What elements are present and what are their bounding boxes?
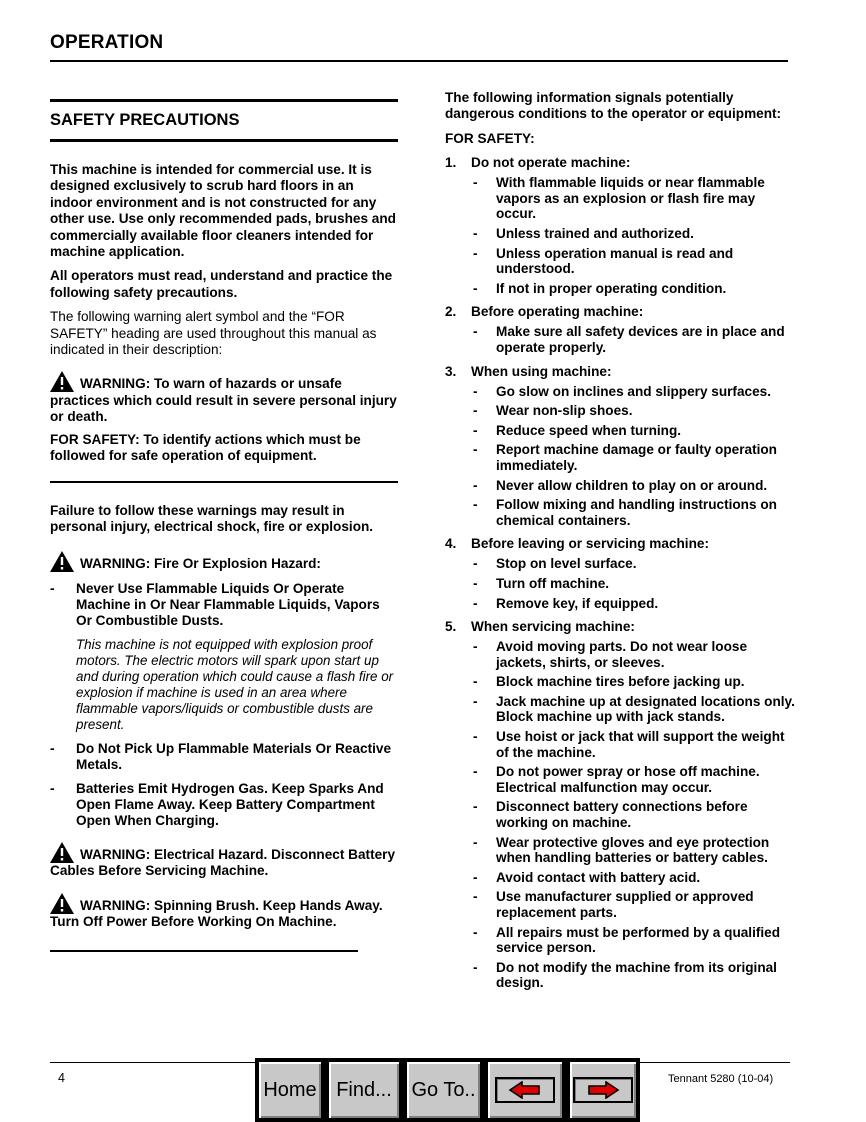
list-item (445, 281, 795, 297)
brush-warning (50, 893, 398, 931)
dash-mark: - (473, 175, 478, 191)
list-item-text: Go slow on inclines and slippery surfaces. (496, 383, 771, 399)
list-item-text: Disconnect battery connections before working on machine. (496, 799, 748, 831)
warning-triangle-icon (50, 893, 74, 914)
symbol-note: The following warning alert symbol and the “FOR SAFETY” heading are used throughout this manual as indicated in their description: (50, 309, 377, 358)
section-heading: Do not operate machine: (471, 155, 631, 171)
safety-sections (445, 155, 795, 991)
section-heading: When servicing machine: (471, 619, 635, 635)
dash-mark: - (473, 383, 478, 399)
dash-mark: - (473, 575, 478, 591)
for-safety-definition: FOR SAFETY: To identify actions which must be followed for safe operation of equipment. (50, 431, 361, 464)
dash-mark: - (473, 245, 478, 261)
list-item-text: Unless operation manual is read and understood. (496, 245, 734, 277)
fire-warning (50, 551, 398, 572)
list-item-text: Never allow children to play on or around. (496, 477, 768, 493)
list-item (445, 403, 795, 419)
numbered-section (445, 619, 795, 635)
fire-item-text: Do Not Pick Up Flammable Materials Or Reactive Metals. (76, 740, 392, 772)
home-button[interactable]: Home (255, 1058, 325, 1122)
electrical-warning-text: WARNING: Electrical Hazard. Disconnect Battery Cables Before Servicing Machine. (50, 846, 396, 879)
list-item (445, 384, 795, 400)
list-item (445, 835, 795, 866)
dash-mark: - (473, 595, 478, 611)
dash-mark: - (473, 324, 478, 340)
dash-mark: - (50, 580, 55, 596)
list-item (445, 674, 795, 690)
list-item (445, 246, 795, 277)
warning-triangle-icon (50, 371, 74, 392)
section-number: 5. (445, 619, 457, 635)
dash-mark: - (473, 639, 478, 655)
list-item-text: Wear protective gloves and eye protection when handling batteries or battery cables. (496, 834, 770, 866)
failure-paragraph: Failure to follow these warnings may result in personal injury, electrical shock, fire or explosion. (50, 502, 374, 534)
list-item (445, 870, 795, 886)
numbered-section (445, 155, 795, 171)
dash-mark: - (473, 497, 478, 513)
for-safety-heading: FOR SAFETY: (445, 130, 535, 146)
list-item-text: Avoid moving parts. Do not wear loose jackets, shirts, or sleeves. (496, 639, 748, 670)
fire-note: This machine is not equipped with explosion proof motors. The electric motors will spark upon start up and during operation which could cause a flash fire or explosion if machine is used in an area where flammable vapors/liquids or combustible dusts are present. (76, 636, 394, 732)
dash-mark: - (473, 799, 478, 815)
warning-triangle-icon (50, 551, 74, 572)
left-column (50, 99, 398, 952)
brush-warning-text: WARNING: Spinning Brush. Keep Hands Away. Turn Off Power Before Working On Machine. (50, 897, 383, 929)
fire-item (50, 581, 398, 629)
next-page-button[interactable] (566, 1058, 640, 1122)
list-item (445, 960, 795, 991)
goto-button[interactable]: Go To.. (403, 1058, 484, 1122)
dash-mark: - (473, 693, 478, 709)
list-item-text: Use hoist or jack that will support the weight of the machine. (496, 729, 785, 760)
list-item-text: Report machine damage or faulty operation immediately. (496, 442, 777, 473)
right-intro: The following information signals potentially dangerous conditions to the operator or equipment: (445, 90, 782, 122)
list-item-text: Reduce speed when turning. (496, 422, 682, 438)
list-item (445, 889, 795, 920)
warning-definition-text: WARNING: To warn of hazards or unsafe practices which could result in severe personal injury or death. (50, 376, 397, 425)
dash-mark: - (473, 959, 478, 975)
fire-item (50, 741, 398, 773)
list-item-text: Block machine tires before jacking up. (496, 674, 745, 690)
list-item (445, 226, 795, 242)
divider (50, 950, 358, 952)
list-item (445, 729, 795, 760)
right-column (445, 90, 795, 991)
dash-mark: - (473, 764, 478, 780)
intro-paragraph: This machine is intended for commercial use. It is designed exclusively to scrub hard floors in an indoor environment and is not constructed for any other use. Use only recommended pads, brushes and commercially available floor cleaners intended for machine application. (50, 162, 396, 260)
dash-mark: - (473, 442, 478, 458)
section-heading: Before operating machine: (471, 304, 644, 320)
dash-mark: - (473, 556, 478, 572)
list-item-text: Do not modify the machine from its original design. (496, 959, 777, 991)
fire-item (50, 781, 398, 829)
divider (50, 481, 398, 483)
list-item (445, 925, 795, 956)
list-item (445, 576, 795, 592)
header-rule (50, 60, 788, 62)
section-heading: Before leaving or servicing machine: (471, 536, 709, 552)
previous-arrow-frame (495, 1077, 555, 1103)
page-title: OPERATION (50, 32, 164, 53)
list-item (445, 442, 795, 473)
list-item-text: Wear non-slip shoes. (496, 403, 633, 419)
section-number: 4. (445, 536, 457, 552)
list-item-text: Turn off machine. (496, 575, 610, 591)
find-button[interactable]: Find... (325, 1058, 403, 1122)
dash-mark: - (473, 924, 478, 940)
list-item-text: Make sure all safety devices are in place and operate properly. (496, 324, 785, 355)
next-arrow-frame (573, 1077, 633, 1103)
list-item (445, 799, 795, 830)
fire-warning-text: WARNING: Fire Or Explosion Hazard: (80, 556, 321, 572)
list-item (445, 639, 795, 670)
warning-definition (50, 371, 398, 425)
section-number: 3. (445, 363, 457, 379)
dash-mark: - (473, 674, 478, 690)
list-item (445, 497, 795, 528)
right-arrow-icon (586, 1081, 620, 1099)
list-item (445, 478, 795, 494)
dash-mark: - (473, 834, 478, 850)
dash-mark: - (473, 422, 478, 438)
dash-mark: - (473, 477, 478, 493)
dash-mark: - (473, 226, 478, 241)
page-number: 4 (58, 1071, 65, 1085)
list-item (445, 175, 795, 222)
list-item (445, 764, 795, 795)
dash-mark: - (50, 740, 55, 756)
previous-page-button[interactable] (484, 1058, 566, 1122)
list-item (445, 556, 795, 572)
left-arrow-icon (508, 1081, 542, 1099)
numbered-section (445, 364, 795, 380)
list-item-text: Unless trained and authorized. (496, 226, 694, 241)
list-item-text: Stop on level surface. (496, 556, 637, 572)
section-number: 2. (445, 304, 457, 320)
document-id: Tennant 5280 (10-04) (668, 1073, 774, 1085)
dash-mark: - (473, 280, 478, 296)
numbered-section (445, 304, 795, 320)
dash-mark: - (473, 403, 478, 419)
list-item (445, 324, 795, 355)
list-item-text: With flammable liquids or near flammable vapors as an explosion or flash fire may occur. (496, 175, 765, 222)
list-item-text: Follow mixing and handling instructions on chemical containers. (496, 497, 777, 528)
section-heading: When using machine: (471, 363, 612, 379)
operators-paragraph: All operators must read, understand and practice the following safety precautions. (50, 268, 393, 300)
numbered-section (445, 536, 795, 552)
list-item (445, 694, 795, 725)
section-rule-bottom (50, 139, 398, 142)
list-item-text: Remove key, if equipped. (496, 595, 659, 611)
warning-triangle-icon (50, 842, 74, 863)
list-item-text: If not in proper operating condition. (496, 280, 727, 296)
section-number: 1. (445, 155, 457, 171)
list-item (445, 596, 795, 612)
list-item (445, 423, 795, 439)
dash-mark: - (473, 729, 478, 745)
list-item-text: Do not power spray or hose off machine. Electrical malfunction may occur. (496, 764, 760, 795)
section-title: SAFETY PRECAUTIONS (50, 111, 240, 129)
electrical-warning (50, 842, 398, 880)
dash-mark: - (473, 889, 478, 905)
list-item-text: Avoid contact with battery acid. (496, 869, 701, 885)
dash-mark: - (473, 869, 478, 885)
fire-item-text: Batteries Emit Hydrogen Gas. Keep Sparks And Open Flame Away. Keep Battery Compartment Open When Charging. (76, 780, 384, 828)
dash-mark: - (50, 780, 55, 796)
fire-item-text: Never Use Flammable Liquids Or Operate Machine in Or Near Flammable Liquids, Vapors Or Combustible Dusts. (76, 580, 380, 628)
list-item-text: Use manufacturer supplied or approved replacement parts. (496, 889, 754, 920)
list-item-text: Jack machine up at designated locations only. Block machine up with jack stands. (496, 693, 795, 725)
list-item-text: All repairs must be performed by a qualified service person. (496, 924, 781, 956)
